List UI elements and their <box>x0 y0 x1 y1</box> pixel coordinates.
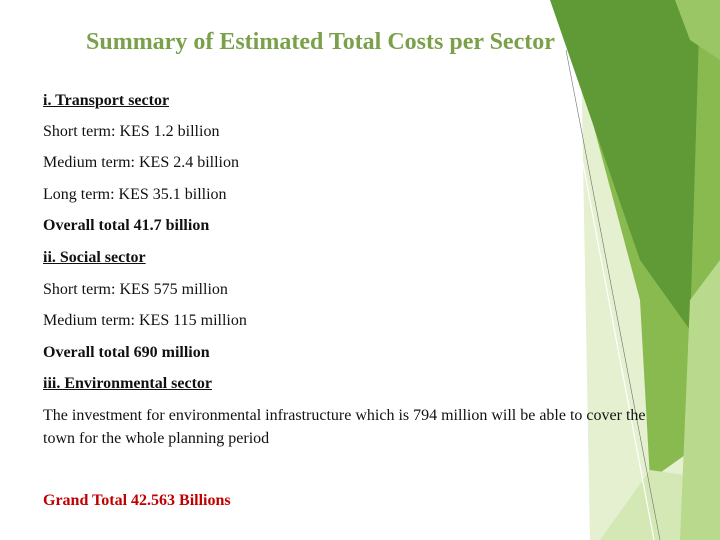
slide-title: Summary of Estimated Total Costs per Sector <box>86 29 555 55</box>
social-medium-term: Medium term: KES 115 million <box>43 312 247 329</box>
social-total: Overall total 690 million <box>43 344 210 361</box>
transport-total: Overall total 41.7 billion <box>43 217 210 234</box>
grand-total: Grand Total 42.563 Billions <box>43 492 231 509</box>
social-heading: ii. Social sector <box>43 249 146 266</box>
transport-medium-term: Medium term: KES 2.4 billion <box>43 154 239 171</box>
transport-heading: i. Transport sector <box>43 92 170 109</box>
environmental-paragraph: The investment for environmental infrastructure which is 794 million will be able to cover the town for the whole planning period <box>43 407 646 447</box>
transport-long-term: Long term: KES 35.1 billion <box>43 186 227 203</box>
transport-short-term: Short term: KES 1.2 billion <box>43 123 220 140</box>
environmental-heading: iii. Environmental sector <box>43 375 213 392</box>
social-short-term: Short term: KES 575 million <box>43 281 228 298</box>
